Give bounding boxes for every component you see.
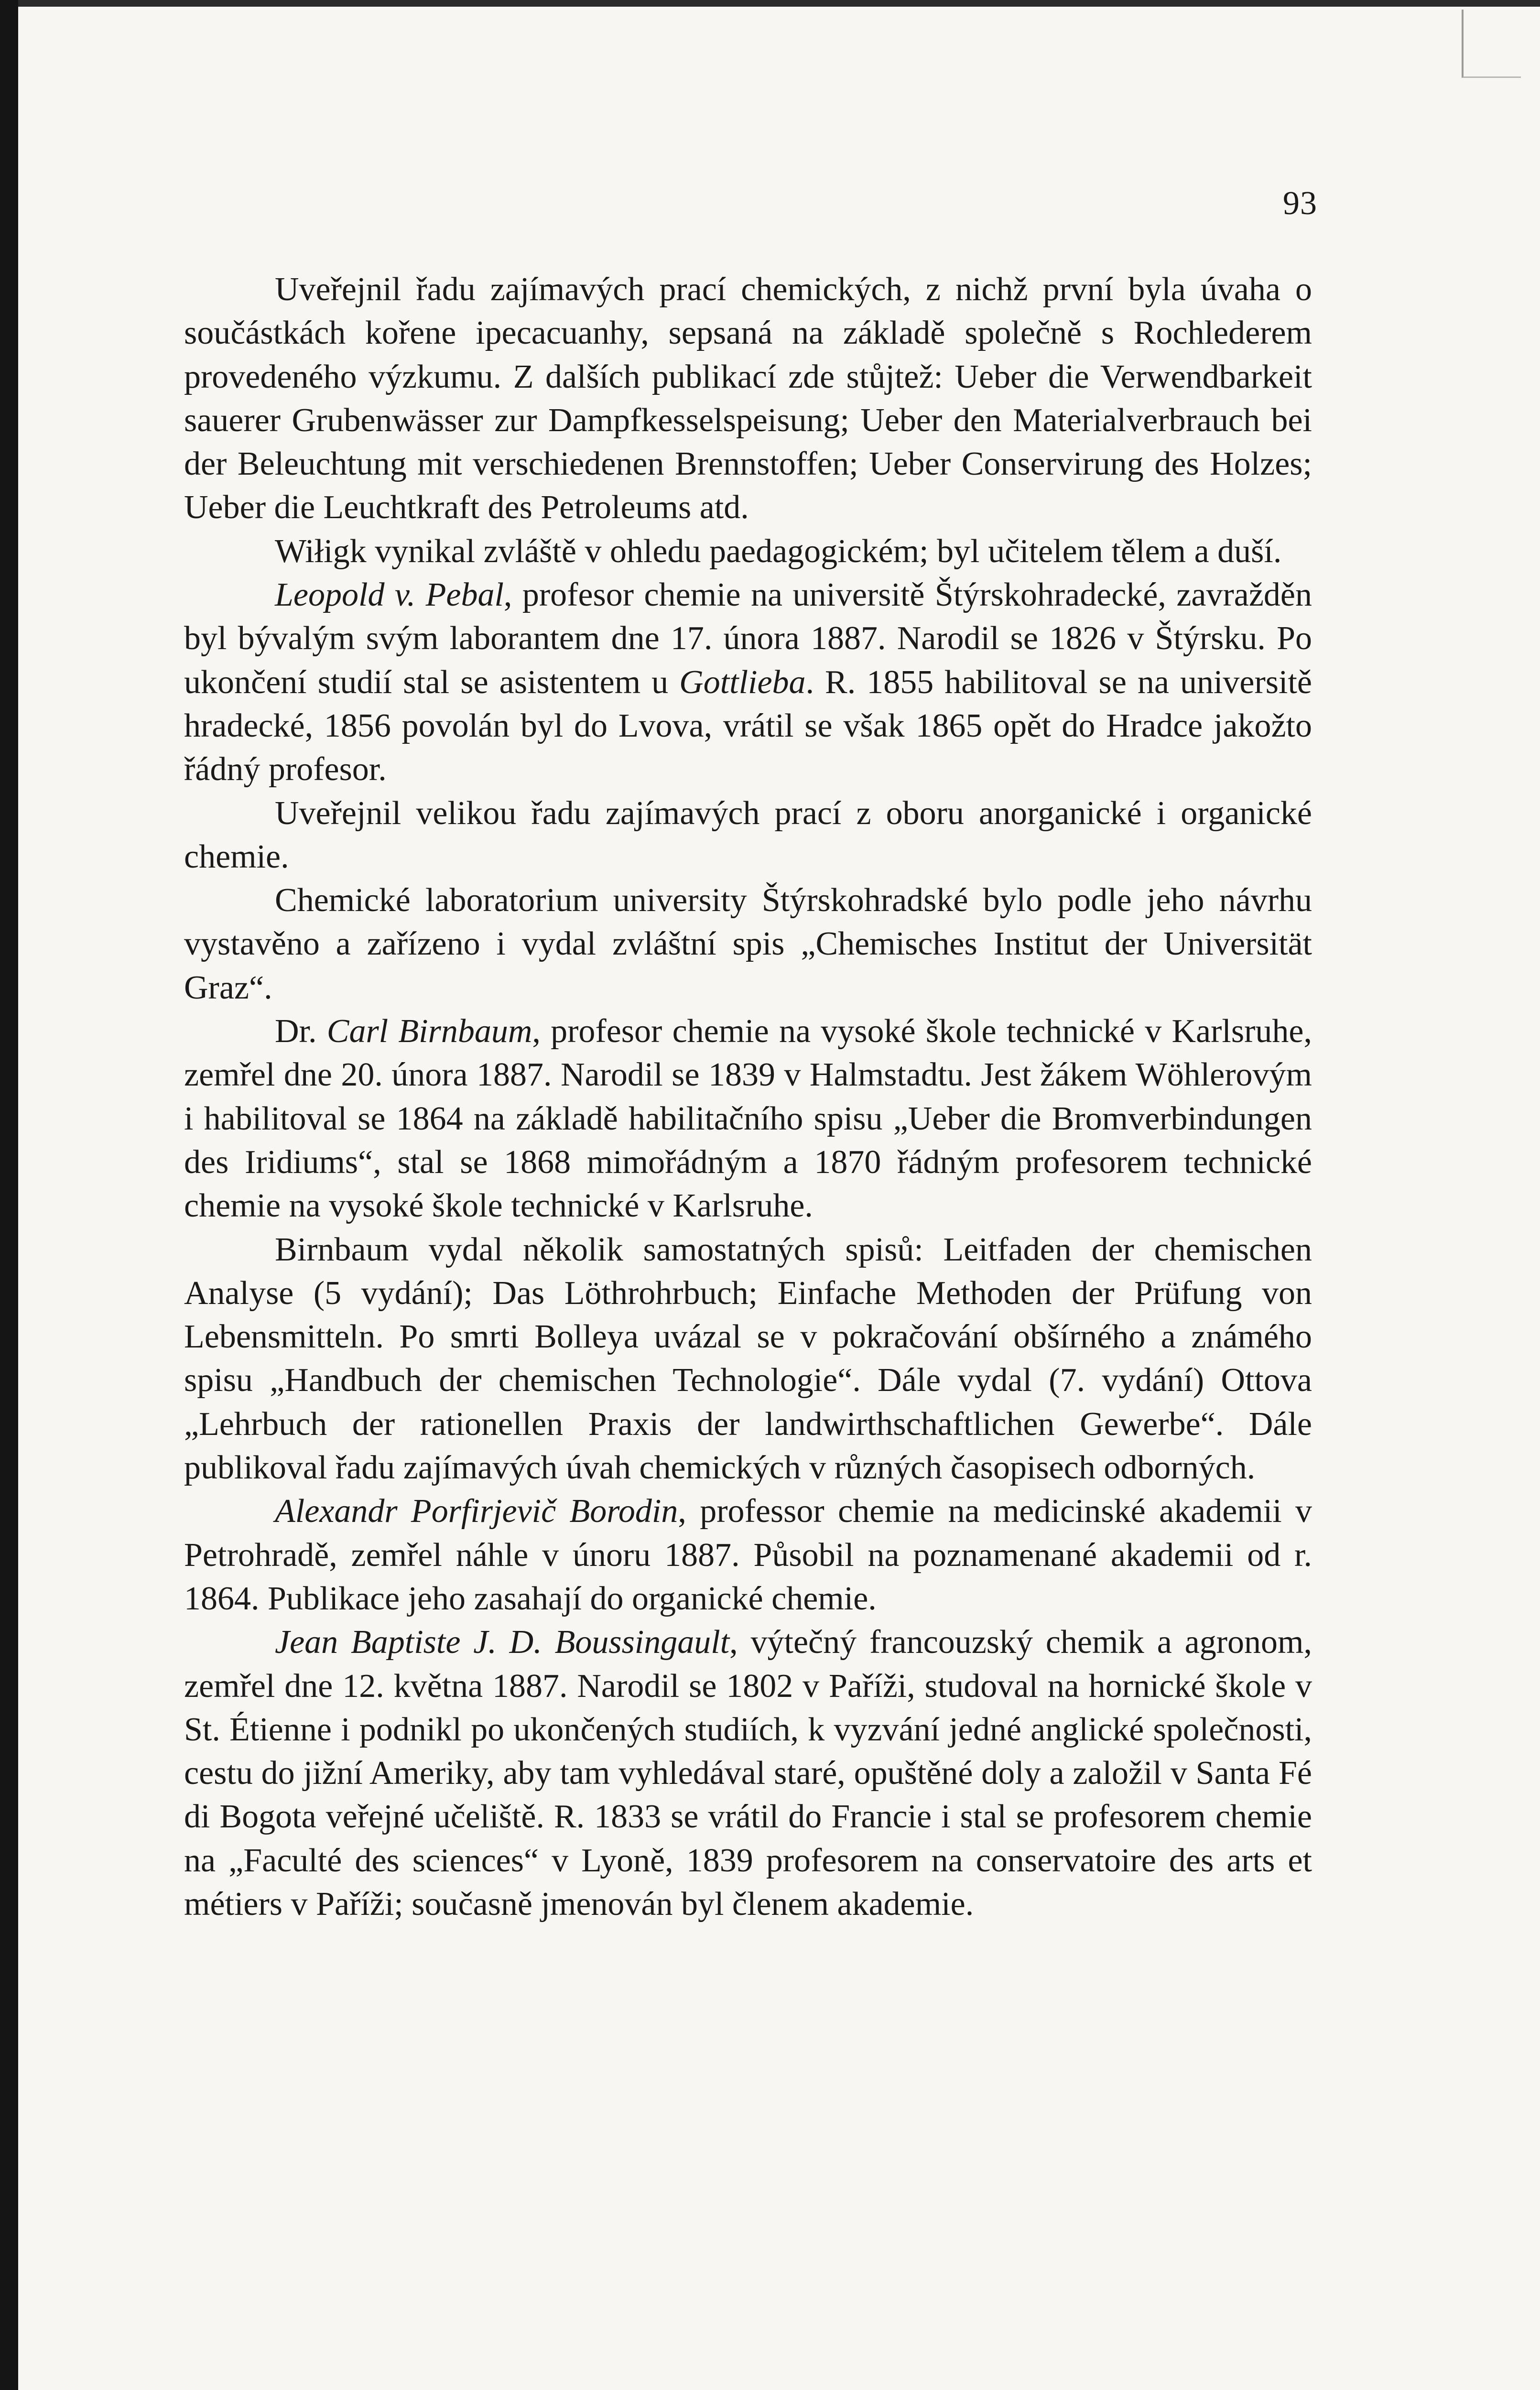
paragraph-borodin [184, 1489, 1312, 1620]
paragraph-willigk-teacher [184, 530, 1312, 573]
corner-mark [1462, 10, 1521, 78]
person-name: Carl Birnbaum [326, 1013, 532, 1050]
text-segment: Uveřejnil řadu zajímavých prací chemických, z nichž první byla úvaha o součástkách kořene ipecacuanhy, sepsaná na základě společně s Rochlederem provedeného výzkumu. Z dalších publikací zde stůjtež: Ueber die Verwendbarkeit sauerer Grubenwässer zur Dampfkesselspeisung; Ueber den Materialverbrauch bei der Beleuchtung mit verschiedenen Brennstoffen; Ueber Conservirung des Holzes; Ueber die Leuchtkraft des Petroleums atd. [184, 271, 1312, 526]
person-name: Alexandr Porfirjevič Borodin [275, 1493, 678, 1530]
text-segment: . R. 1855 habilitoval se na universitě hradecké, 1856 povolán byl do Lvova, vrátil se však 1865 opět do Hradce jakožto řádný profesor. [184, 663, 1312, 788]
paragraph-pebal-laboratory [184, 879, 1312, 1010]
text-segment: Chemické laboratorium university Štýrskohradské bylo podle jeho návrhu vystavěno a zařízeno i vydal zvláštní spis „Chemisches Institut der Universität Graz“. [184, 882, 1312, 1006]
scan-left-edge [0, 0, 18, 2390]
paragraph-pebal-works [184, 792, 1312, 879]
paragraph-birnbaum [184, 1010, 1312, 1228]
paragraph-willigk-publications [184, 268, 1312, 530]
text-segment: , výtečný francouzský chemik a agronom, zemřel dne 12. května 1887. Narodil se 1802 v Paříži, studoval na hornické škole v St. Étienne i podnikl po ukončených studiích, k vyzvání jedné anglické společnosti, cestu do jižní Ameriky, aby tam vyhledával staré, opuštěné doly a založil v Santa Fé di Bogota veřejné učeliště. R. 1833 se vrátil do Francie i stal se profesorem chemie na „Faculté des sciences“ v Lyoně, 1839 profesorem na conservatoire des arts et métiers v Paříži; současně jmenován byl členem akademie. [184, 1624, 1312, 1923]
person-name: Gottlieba [679, 663, 806, 701]
text-segment: , professor chemie na medicinské akademii v Petrohradě, zemřel náhle v únoru 1887. Působil na poznamenané akademii od r. 1864. Publikace jeho zasahají do organické chemie. [184, 1493, 1312, 1617]
body-text [184, 268, 1312, 1926]
text-segment: Wiłigk vynikal zvláště v ohledu paedagogickém; byl učitelem tělem a duší. [275, 532, 1282, 570]
paragraph-pebal [184, 573, 1312, 791]
scan-top-edge [0, 0, 1540, 7]
person-name: Leopold v. Pebal [275, 576, 504, 614]
paragraph-boussingault [184, 1620, 1312, 1926]
page-number: 93 [1283, 185, 1317, 222]
text-segment: Uveřejnil velikou řadu zajímavých prací z oboru anorganické i organické chemie. [184, 794, 1312, 875]
text-segment: Birnbaum vydal několik samostatných spisů: Leitfaden der chemischen Analyse (5 vydání); Das Löthrohrbuch; Einfache Methoden der Prüfung von Lebensmitteln. Po smrti Bolleya uvázal se v pokračování obšírného a známého spisu „Handbuch der chemischen Technologie“. Dále vydal (7. vydání) Ottova „Lehrbuch der rationellen Praxis der landwirthschaftlichen Gewerbe“. Dále publikoval řadu zajímavých úvah chemických v různých časopisech odborných. [184, 1231, 1312, 1487]
text-segment: , profesor chemie na vysoké škole technické v Karlsruhe, zemřel dne 20. února 1887. Narodil se 1839 v Halmstadtu. Jest žákem Wöhlerovým i habilitoval se 1864 na základě habilitačního spisu „Ueber die Bromverbindungen des Iridiums“, stal se 1868 mimořádným a 1870 řádným profesorem technické chemie na vysoké škole technické v Karlsruhe. [184, 1013, 1312, 1225]
paragraph-birnbaum-works [184, 1228, 1312, 1490]
text-segment: , profesor chemie na universitě Štýrskohradecké, zavražděn byl bývalým svým laborantem dne 17. února 1887. Narodil se 1826 v Štýrsku. Po ukončení studií stal se asistentem u [184, 576, 1312, 701]
text-segment: Dr. [275, 1013, 327, 1050]
person-name: Jean Baptiste J. D. Boussingault [275, 1624, 730, 1661]
